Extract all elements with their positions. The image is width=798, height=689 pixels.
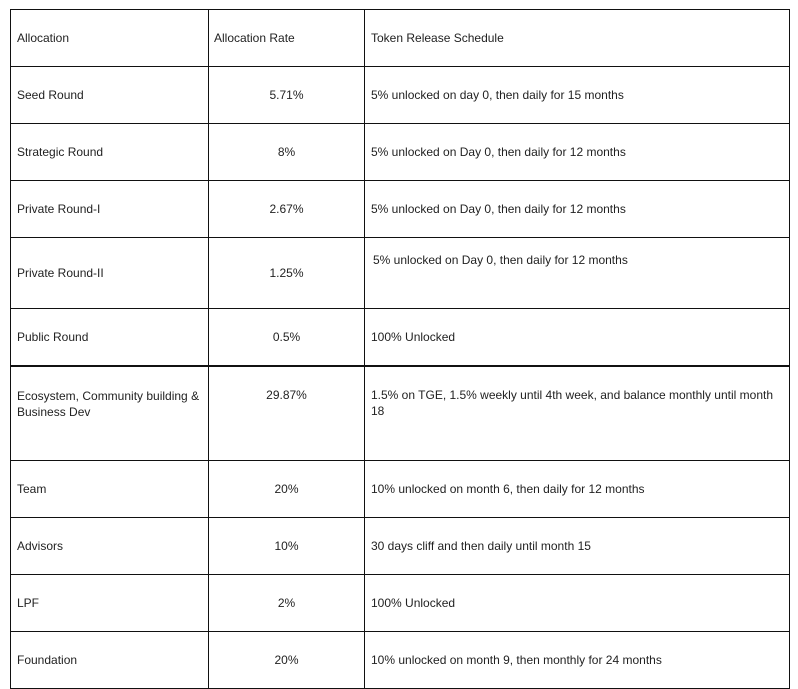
rate-cell: 20%: [209, 461, 365, 518]
rate-cell: 8%: [209, 124, 365, 181]
table-row: [11, 632, 790, 689]
allocation-cell: Strategic Round: [11, 124, 209, 181]
token-allocation-table: [10, 9, 790, 689]
schedule-cell: 1.5% on TGE, 1.5% weekly until 4th week, and balance monthly until month 18: [365, 366, 790, 461]
rate-cell: 29.87%: [209, 366, 365, 461]
table-row: [11, 67, 790, 124]
header-token-release-schedule: Token Release Schedule: [365, 10, 790, 67]
schedule-cell: 30 days cliff and then daily until month 15: [365, 518, 790, 575]
table-row: [11, 366, 790, 461]
allocation-cell: LPF: [11, 575, 209, 632]
table-row: [11, 575, 790, 632]
allocation-cell: Seed Round: [11, 67, 209, 124]
table-header-row: [11, 10, 790, 67]
schedule-cell: 5% unlocked on Day 0, then daily for 12 months: [365, 238, 790, 309]
allocation-cell: Private Round-I: [11, 181, 209, 238]
rate-cell: 1.25%: [209, 238, 365, 309]
allocation-cell: Foundation: [11, 632, 209, 689]
schedule-cell: 100% Unlocked: [365, 575, 790, 632]
header-allocation: Allocation: [11, 10, 209, 67]
schedule-cell: 5% unlocked on Day 0, then daily for 12 months: [365, 181, 790, 238]
rate-cell: 0.5%: [209, 309, 365, 367]
schedule-cell: 10% unlocked on month 9, then monthly for 24 months: [365, 632, 790, 689]
table-row: [11, 238, 790, 309]
allocation-cell: Team: [11, 461, 209, 518]
schedule-cell: 10% unlocked on month 6, then daily for 12 months: [365, 461, 790, 518]
table-row: [11, 181, 790, 238]
table-row: [11, 124, 790, 181]
rate-cell: 2%: [209, 575, 365, 632]
rate-cell: 10%: [209, 518, 365, 575]
table-row: [11, 518, 790, 575]
allocation-cell: Private Round-II: [11, 238, 209, 309]
rate-cell: 5.71%: [209, 67, 365, 124]
header-allocation-rate: Allocation Rate: [209, 10, 365, 67]
allocation-cell: Ecosystem, Community building & Business Dev: [11, 366, 209, 461]
rate-cell: 2.67%: [209, 181, 365, 238]
table-row: [11, 461, 790, 518]
rate-cell: 20%: [209, 632, 365, 689]
allocation-cell: Public Round: [11, 309, 209, 367]
table-row: [11, 309, 790, 367]
schedule-cell: 100% Unlocked: [365, 309, 790, 367]
schedule-cell: 5% unlocked on Day 0, then daily for 12 months: [365, 124, 790, 181]
allocation-cell: Advisors: [11, 518, 209, 575]
schedule-cell: 5% unlocked on day 0, then daily for 15 months: [365, 67, 790, 124]
